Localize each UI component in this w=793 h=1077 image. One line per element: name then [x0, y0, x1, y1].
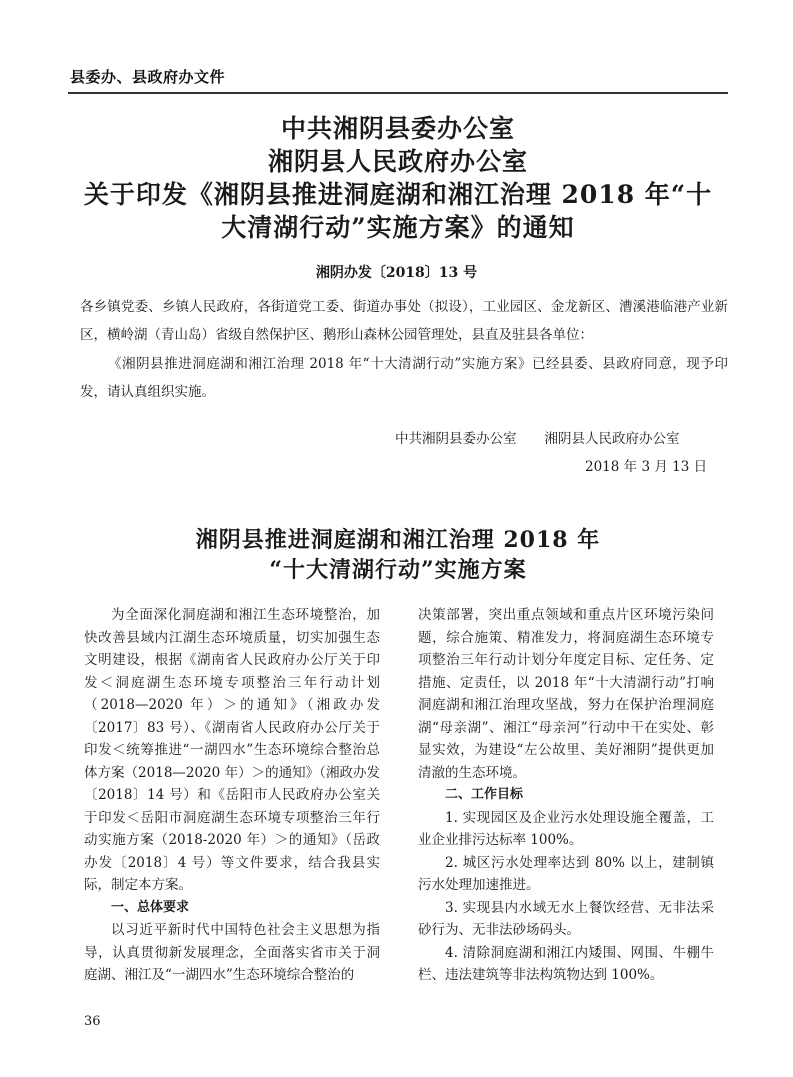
section-heading-work-goals: 二、工作目标	[445, 787, 524, 802]
notice-title-line: 湘阴县人民政府办公室	[267, 147, 528, 176]
page-number: 36	[84, 1014, 101, 1029]
goal-item: 4. 清除洞庭湖和湘江内矮围、网围、牛棚牛栏、违法建筑等非法构筑物达到 100%。	[418, 944, 714, 983]
intro-paragraph: 为全面深化洞庭湖和湘江生态环境整治，加快改善县域内江湖生态环境质量，切实加强生态文明建设，根据《湖南省人民政府办公厅关于印发＜洞庭湖生态环境专项整治三年行动计划（2018—2020 年）＞的通知》（湘政办发〔2017〕83 号）、《湖南省人民政府办公厅关于印发＜统筹推进“一湖四水”生态环境综合整治总体方案（2018—2020 年）＞的通知》（湘政办发〔2018〕14 号）和《岳阳市人民政府办公室关于印发＜岳阳市洞庭湖生态环境专项整治三年行动实施方案（2018-2020 年）＞的通知》（岳政办发〔2018〕4 号）等文件要求，结合我县实际，制定本方案。	[84, 607, 380, 893]
document-number: 湘阴办发〔2018〕13 号	[315, 265, 478, 281]
left-column	[84, 604, 380, 987]
notice-body: 《湘阴县推进洞庭湖和湘江治理 2018 年“十大清湖行动”实施方案》已经县委、县政府同意，现予印发，请认真组织实施。	[80, 356, 728, 400]
signing-date: 2018 年 3 月 13 日	[585, 459, 708, 475]
plan-title	[70, 525, 726, 585]
section-heading-general-requirements: 一、总体要求	[111, 899, 190, 915]
right-column	[418, 604, 714, 987]
notice-title-line: 关于印发《湘阴县推进洞庭湖和湘江治理 2018 年“十	[83, 180, 713, 209]
goal-item: 3. 实现县内水域无水上餐饮经营、无非法采砂行为、无非法砂场码头。	[418, 899, 714, 938]
notice-title-line: 中共湘阴县委办公室	[280, 114, 515, 143]
plan-title-line: “十大清湖行动”实施方案	[269, 557, 527, 583]
header-label: 县委办、县政府办文件	[70, 68, 226, 86]
signatory-government-office: 湘阴县人民政府办公室	[544, 431, 680, 447]
goal-item: 1. 实现园区及企业污水处理设施全覆盖，工业企业排污达标率 100%。	[418, 809, 714, 848]
plan-title-line: 湘阴县推进洞庭湖和湘江治理 2018 年	[195, 527, 601, 553]
section-paragraph: 以习近平新时代中国特色社会主义思想为指导，认真贯彻新发展理念，全面落实省市关于洞庭湖、湘江及“一湖四水”生态环境综合整治的	[84, 922, 380, 983]
notice-title	[70, 112, 726, 244]
recipients: 各乡镇党委、乡镇人民政府，各街道党工委、街道办事处（拟设），工业园区、金龙新区、漕溪港临港产业新区，横岭湖（青山岛）省级自然保护区、鹅形山森林公园管理处，县直及驻县各单位：	[80, 299, 728, 343]
notice-title-line: 大清湖行动”实施方案》的通知	[221, 213, 575, 242]
signatories	[395, 427, 680, 447]
continued-paragraph: 决策部署，突出重点领域和重点片区环境污染问题，综合施策、精准发力，将洞庭湖生态环境专项整治三年行动计划分年度定目标、定任务、定措施、定责任，以 2018 年“十大清湖行动”打响洞庭湖和湘江治理攻坚战，努力在保护治理洞庭湖“母亲湖”、湘江“母亲河”行动中干在实处、彰显实效，为建设“左公故里、美好湘阴”提供更加清澈的生态环境。	[418, 607, 714, 781]
goal-item: 2. 城区污水处理率达到 80% 以上，建制镇污水处理加速推进。	[418, 854, 714, 893]
signatory-party-office: 中共湘阴县委办公室	[395, 431, 517, 447]
header-rule	[68, 92, 728, 94]
